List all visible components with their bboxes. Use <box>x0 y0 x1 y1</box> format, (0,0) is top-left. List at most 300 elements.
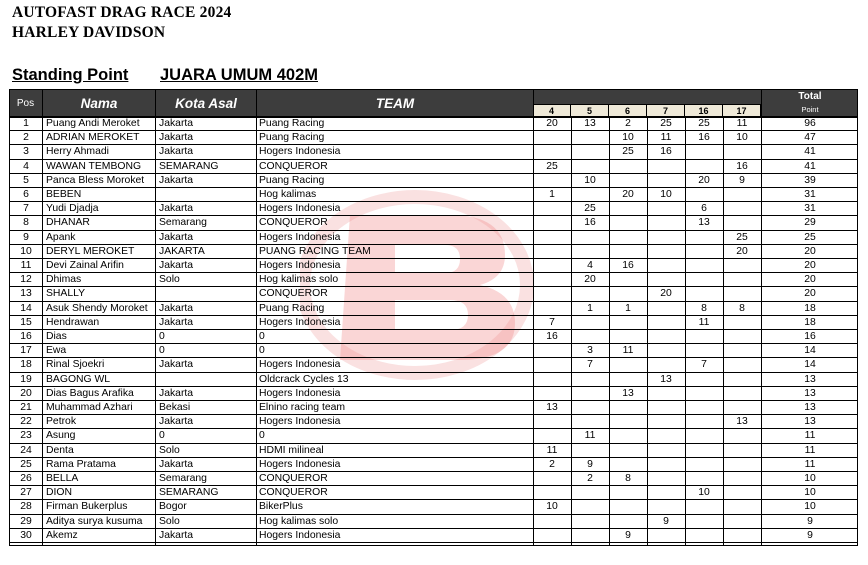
cell-round-points <box>647 302 685 316</box>
cell-nama: Denta <box>46 444 74 456</box>
cell-round-points <box>571 231 609 245</box>
cell-round-points <box>647 160 685 174</box>
cell-pos: 29 <box>20 515 32 527</box>
col-kota-header: Kota Asal <box>175 95 237 111</box>
cell-round-points <box>685 401 723 415</box>
cell-kota: Jakarta <box>159 458 194 470</box>
cell-nama: Dhimas <box>46 274 82 286</box>
cell-kota: Jakarta <box>159 302 194 314</box>
cell-round-points <box>723 458 761 472</box>
cell-round-points <box>685 273 723 287</box>
event-category: HARLEY DAVIDSON <box>12 24 166 41</box>
cell-pos: 22 <box>20 416 32 428</box>
cell-round-points: 10 <box>660 189 672 200</box>
cell-round-points <box>609 202 647 216</box>
cell-round-points <box>685 373 723 387</box>
cell-round-points <box>647 458 685 472</box>
cell-pos: 8 <box>23 217 29 229</box>
cell-kota: Jakarta <box>159 118 194 129</box>
cell-round-points <box>723 472 761 486</box>
cell-round-points <box>609 444 647 458</box>
cell-total: 10 <box>804 487 816 499</box>
cell-round-points <box>533 344 571 358</box>
cell-team: CONQUEROR <box>259 487 328 499</box>
table-row <box>9 458 858 472</box>
cell-round-points <box>647 344 685 358</box>
cell-round-points <box>609 174 647 188</box>
cell-round-points <box>723 202 761 216</box>
cell-round-points <box>609 358 647 372</box>
cell-round-points: 16 <box>584 217 596 229</box>
cell-nama: Asung <box>46 430 76 442</box>
cell-round-points <box>533 287 571 301</box>
cell-team: Hogers Indonesia <box>259 416 341 428</box>
cell-nama: BEBEN <box>46 189 82 200</box>
cell-round-points: 16 <box>698 132 710 144</box>
cell-round-points <box>533 216 571 230</box>
cell-round-points <box>723 387 761 401</box>
cell-round-points <box>609 216 647 230</box>
cell-nama: DION <box>46 487 72 499</box>
cell-nama: Aditya surya kusuma <box>46 515 143 527</box>
cell-round-points <box>533 429 571 443</box>
cell-team: BikerPlus <box>259 501 303 513</box>
cell-kota: JAKARTA <box>159 245 205 257</box>
cell-team: Hogers Indonesia <box>259 146 341 158</box>
cell-round-points <box>685 429 723 443</box>
table-row <box>9 387 858 401</box>
cell-pos: 25 <box>20 458 32 470</box>
cell-round-points <box>571 316 609 330</box>
cell-round-points <box>533 245 571 259</box>
cell-team: Puang Racing <box>259 174 325 186</box>
cell-round-points <box>723 273 761 287</box>
cell-round-points <box>571 188 609 202</box>
cell-total: 20 <box>804 245 816 257</box>
cell-team: Puang Racing <box>259 132 325 144</box>
cell-round-points <box>609 373 647 387</box>
cell-round-points: 11 <box>584 430 596 442</box>
cell-round-points: 13 <box>698 217 710 229</box>
cell-round-points <box>685 287 723 301</box>
cell-team: 0 <box>259 345 265 357</box>
cell-round-points <box>723 216 761 230</box>
cell-round-points: 1 <box>625 302 631 314</box>
cell-round-points <box>685 160 723 174</box>
cell-round-points <box>533 273 571 287</box>
cell-nama: Devi Zainal Arifin <box>46 260 124 271</box>
cell-nama: Herry Ahmadi <box>46 146 109 158</box>
cell-round-points: 16 <box>546 331 558 342</box>
cell-round-points <box>685 515 723 529</box>
cell-round-points <box>647 472 685 486</box>
cell-kota: SEMARANG <box>159 487 219 499</box>
cell-round-points <box>609 415 647 429</box>
cell-round-points: 8 <box>701 302 707 314</box>
cell-round-points: 25 <box>622 146 634 158</box>
cell-round-points: 4 <box>587 260 593 271</box>
cell-round-points <box>685 458 723 472</box>
cell-team: CONQUEROR <box>259 160 328 172</box>
cell-total: 14 <box>804 345 816 357</box>
cell-nama: Dias Bagus Arafika <box>46 387 134 399</box>
table-row <box>9 472 858 486</box>
cell-round-points <box>571 245 609 259</box>
cell-pos: 3 <box>23 146 29 158</box>
cell-round-points <box>571 287 609 301</box>
table-row <box>9 188 858 202</box>
cell-team: Elnino racing team <box>259 402 346 413</box>
cell-round-points <box>647 387 685 401</box>
cell-kota: Solo <box>159 444 180 456</box>
cell-team: Puang Racing <box>259 302 325 314</box>
cell-total: 39 <box>804 174 816 186</box>
table-row <box>9 216 858 230</box>
table-row <box>9 373 858 387</box>
cell-pos: 19 <box>20 373 32 385</box>
cell-round-points <box>533 486 571 500</box>
cell-kota: Bekasi <box>159 402 191 413</box>
cell-nama: Hendrawan <box>46 316 100 328</box>
table-row <box>9 174 858 188</box>
cell-total: 13 <box>804 416 816 428</box>
cell-pos: 16 <box>20 331 32 342</box>
cell-nama: Dias <box>46 331 67 342</box>
cell-round-points <box>723 529 761 543</box>
cell-total: 31 <box>804 189 816 200</box>
cell-team: PUANG RACING TEAM <box>259 245 371 257</box>
cell-round-points <box>609 401 647 415</box>
cell-round-points <box>723 188 761 202</box>
cell-round-points: 2 <box>549 458 555 470</box>
cell-round-points <box>533 131 571 145</box>
cell-kota: Bogor <box>159 501 187 513</box>
cell-kota: Jakarta <box>159 231 194 243</box>
cell-round-points: 11 <box>622 345 634 357</box>
table-row <box>9 515 858 529</box>
cell-team: Hog kalimas solo <box>259 274 339 286</box>
cell-nama: Puang Andi Meroket <box>46 118 140 129</box>
cell-total: 29 <box>804 217 816 229</box>
cell-team: Hogers Indonesia <box>259 529 341 541</box>
cell-round-points: 20 <box>584 274 596 286</box>
cell-total: 20 <box>804 260 816 271</box>
cell-nama: DERYL MEROKET <box>46 245 135 257</box>
cell-total: 9 <box>807 515 813 527</box>
cell-round-points <box>609 273 647 287</box>
cell-round-points <box>723 444 761 458</box>
cell-round-points: 6 <box>701 203 707 215</box>
cell-round-points: 16 <box>660 146 672 158</box>
cell-round-points: 10 <box>698 487 710 499</box>
cell-kota: Jakarta <box>159 146 194 158</box>
cell-round-points: 10 <box>546 501 558 513</box>
cell-kota: Solo <box>159 515 180 527</box>
col-team-header: TEAM <box>375 95 415 111</box>
cell-total: 41 <box>804 160 816 172</box>
cell-pos: 26 <box>20 473 32 484</box>
cell-round-points: 9 <box>739 174 745 186</box>
cell-pos: 12 <box>20 274 32 286</box>
cell-round-points <box>723 145 761 159</box>
cell-round-points: 8 <box>739 302 745 314</box>
cell-round-points <box>609 486 647 500</box>
cell-team: Hogers Indonesia <box>259 359 341 371</box>
cell-total: 16 <box>804 331 816 342</box>
table-row <box>9 486 858 500</box>
cell-round-points <box>609 160 647 174</box>
cell-team: Hogers Indonesia <box>259 203 341 215</box>
cell-round-points <box>533 202 571 216</box>
cell-round-points <box>609 231 647 245</box>
cell-nama: Asuk Shendy Moroket <box>46 302 148 314</box>
cell-team: CONQUEROR <box>259 288 328 300</box>
cell-kota: 0 <box>159 430 165 442</box>
cell-round-points <box>685 444 723 458</box>
cell-round-points <box>685 500 723 514</box>
cell-round-points <box>533 415 571 429</box>
cell-round-points <box>571 330 609 344</box>
cell-round-points: 11 <box>698 316 710 328</box>
cell-total: 11 <box>804 430 816 442</box>
table-row <box>9 358 858 372</box>
cell-round-points <box>723 429 761 443</box>
total-label: Total <box>798 91 822 102</box>
cell-round-points <box>723 515 761 529</box>
cell-round-points <box>723 500 761 514</box>
cell-nama: DHANAR <box>46 217 90 229</box>
cell-round-points <box>647 486 685 500</box>
cell-kota: Jakarta <box>159 387 194 399</box>
cell-nama: Akemz <box>46 529 78 541</box>
cell-round-points: 13 <box>546 402 558 413</box>
cell-pos: 9 <box>23 231 29 243</box>
cell-kota: Jakarta <box>159 132 194 144</box>
cell-pos: 18 <box>20 359 32 371</box>
table-row <box>9 287 858 301</box>
cell-total: 13 <box>804 373 816 385</box>
table-row <box>9 316 858 330</box>
table-row <box>9 500 858 514</box>
cell-round-points: 11 <box>546 444 558 456</box>
cell-round-points <box>571 444 609 458</box>
cell-round-points: 11 <box>736 118 748 129</box>
cell-round-points: 7 <box>549 316 555 328</box>
cell-round-points <box>533 373 571 387</box>
cell-round-points <box>533 259 571 273</box>
cell-pos: 20 <box>20 387 32 399</box>
cell-round-points <box>571 401 609 415</box>
cell-pos: 1 <box>23 118 29 129</box>
cell-round-points: 2 <box>587 473 593 484</box>
table-row <box>9 259 858 273</box>
cell-round-points <box>571 486 609 500</box>
cell-round-points <box>647 216 685 230</box>
cell-total: 31 <box>804 203 816 215</box>
cell-round-points <box>647 174 685 188</box>
cell-round-points: 10 <box>584 174 596 186</box>
cell-round-points <box>609 316 647 330</box>
cell-team: Hog kalimas solo <box>259 515 339 527</box>
cell-round-points: 20 <box>546 118 558 129</box>
table-row <box>9 273 858 287</box>
cell-team: Hogers Indonesia <box>259 458 341 470</box>
table-row <box>9 344 858 358</box>
cell-round-points <box>685 415 723 429</box>
cell-round-points <box>571 515 609 529</box>
cell-round-points <box>533 174 571 188</box>
cell-round-points: 8 <box>625 473 631 484</box>
cell-pos: 6 <box>23 189 29 200</box>
cell-pos: 24 <box>20 444 32 456</box>
cell-kota <box>159 373 255 387</box>
cell-nama: Panca Bless Moroket <box>46 174 145 186</box>
cell-round-points <box>647 429 685 443</box>
table-row <box>9 160 858 174</box>
round-header: 16 <box>685 104 723 117</box>
cell-round-points <box>647 316 685 330</box>
cell-round-points <box>647 415 685 429</box>
cell-round-points: 7 <box>587 359 593 371</box>
cell-round-points: 10 <box>736 132 748 144</box>
cell-round-points: 9 <box>587 458 593 470</box>
championship-label: JUARA UMUM 402M <box>160 66 318 84</box>
cell-total: 13 <box>804 402 816 413</box>
cell-round-points <box>647 444 685 458</box>
cell-round-points <box>609 500 647 514</box>
cell-nama: Firman Bukerplus <box>46 501 128 513</box>
cell-round-points: 2 <box>625 118 631 129</box>
round-header: 5 <box>571 104 609 117</box>
cell-kota: Solo <box>159 274 180 286</box>
cell-round-points <box>723 259 761 273</box>
cell-kota: Jakarta <box>159 359 194 371</box>
table-row <box>9 302 858 316</box>
table-row <box>9 117 858 131</box>
cell-round-points: 13 <box>736 416 748 428</box>
cell-round-points <box>685 472 723 486</box>
cell-round-points: 16 <box>736 160 748 172</box>
cell-round-points: 20 <box>698 174 710 186</box>
cell-round-points: 20 <box>736 245 748 257</box>
cell-total: 14 <box>804 359 816 371</box>
cell-kota <box>159 188 255 202</box>
cell-pos: 23 <box>20 430 32 442</box>
cell-round-points <box>571 160 609 174</box>
cell-pos: 2 <box>23 132 29 144</box>
table-row <box>9 145 858 159</box>
cell-kota: Jakarta <box>159 260 194 271</box>
cell-round-points <box>533 472 571 486</box>
cell-kota: Jakarta <box>159 529 194 541</box>
cell-kota <box>159 287 255 301</box>
cell-round-points <box>571 387 609 401</box>
cell-round-points <box>571 500 609 514</box>
cell-round-points <box>533 231 571 245</box>
cell-kota: Semarang <box>159 473 207 484</box>
point-label: Point <box>801 105 819 114</box>
cell-round-points: 20 <box>622 189 634 200</box>
cell-round-points: 16 <box>622 260 634 271</box>
cell-total: 11 <box>804 458 816 470</box>
cell-round-points <box>723 358 761 372</box>
table-row <box>9 444 858 458</box>
cell-total: 10 <box>804 501 816 513</box>
cell-pos: 14 <box>20 302 32 314</box>
cell-round-points <box>723 373 761 387</box>
cell-round-points: 1 <box>587 302 593 314</box>
cell-round-points <box>685 344 723 358</box>
cell-nama: Rama Pratama <box>46 458 116 470</box>
cell-team: Hogers Indonesia <box>259 387 341 399</box>
cell-nama: BELLA <box>46 473 79 484</box>
cell-round-points <box>609 429 647 443</box>
cell-team: 0 <box>259 430 265 442</box>
cell-round-points <box>571 529 609 543</box>
cell-round-points <box>723 316 761 330</box>
cell-round-points <box>723 344 761 358</box>
cell-round-points <box>533 145 571 159</box>
cell-team: 0 <box>259 331 265 342</box>
cell-total: 41 <box>804 146 816 158</box>
cell-kota: 0 <box>159 331 165 342</box>
cell-total: 96 <box>804 118 816 129</box>
cell-round-points <box>571 373 609 387</box>
cell-kota: 0 <box>159 345 165 357</box>
cell-nama: ADRIAN MEROKET <box>46 132 140 144</box>
cell-nama: BAGONG WL <box>46 373 111 385</box>
cell-pos: 13 <box>20 288 32 300</box>
cell-pos: 4 <box>23 160 29 172</box>
cell-round-points <box>723 287 761 301</box>
cell-round-points <box>647 259 685 273</box>
cell-kota: Jakarta <box>159 416 194 428</box>
cell-round-points: 3 <box>587 345 593 357</box>
cell-round-points: 25 <box>660 118 672 129</box>
cell-nama: WAWAN TEMBONG <box>46 160 142 172</box>
cell-total: 47 <box>804 132 816 144</box>
col-total-header <box>762 89 858 117</box>
event-title: AUTOFAST DRAG RACE 2024 <box>12 4 232 21</box>
cell-round-points <box>685 529 723 543</box>
cell-round-points: 20 <box>660 288 672 300</box>
cell-round-points <box>571 145 609 159</box>
cell-pos: 10 <box>20 245 32 257</box>
cell-round-points: 1 <box>549 189 555 200</box>
cell-team: CONQUEROR <box>259 473 328 484</box>
cell-round-points <box>533 387 571 401</box>
cell-kota: Jakarta <box>159 174 194 186</box>
cell-team: Hogers Indonesia <box>259 316 341 328</box>
cell-round-points: 13 <box>660 373 672 385</box>
cell-nama: Apank <box>46 231 76 243</box>
col-pos-header: Pos <box>16 97 35 109</box>
cell-round-points: 9 <box>625 529 631 541</box>
cell-nama: SHALLY <box>46 288 86 300</box>
table-row <box>9 401 858 415</box>
table-row <box>9 245 858 259</box>
cell-round-points: 25 <box>736 231 748 243</box>
table-row <box>9 415 858 429</box>
cell-total: 13 <box>804 387 816 399</box>
table-row <box>9 529 858 543</box>
cell-round-points: 25 <box>698 118 710 129</box>
cell-pos: 28 <box>20 501 32 513</box>
table-row <box>9 330 858 344</box>
cell-team: HDMI milineal <box>259 444 324 456</box>
round-header: 17 <box>723 104 761 117</box>
cell-round-points <box>685 259 723 273</box>
